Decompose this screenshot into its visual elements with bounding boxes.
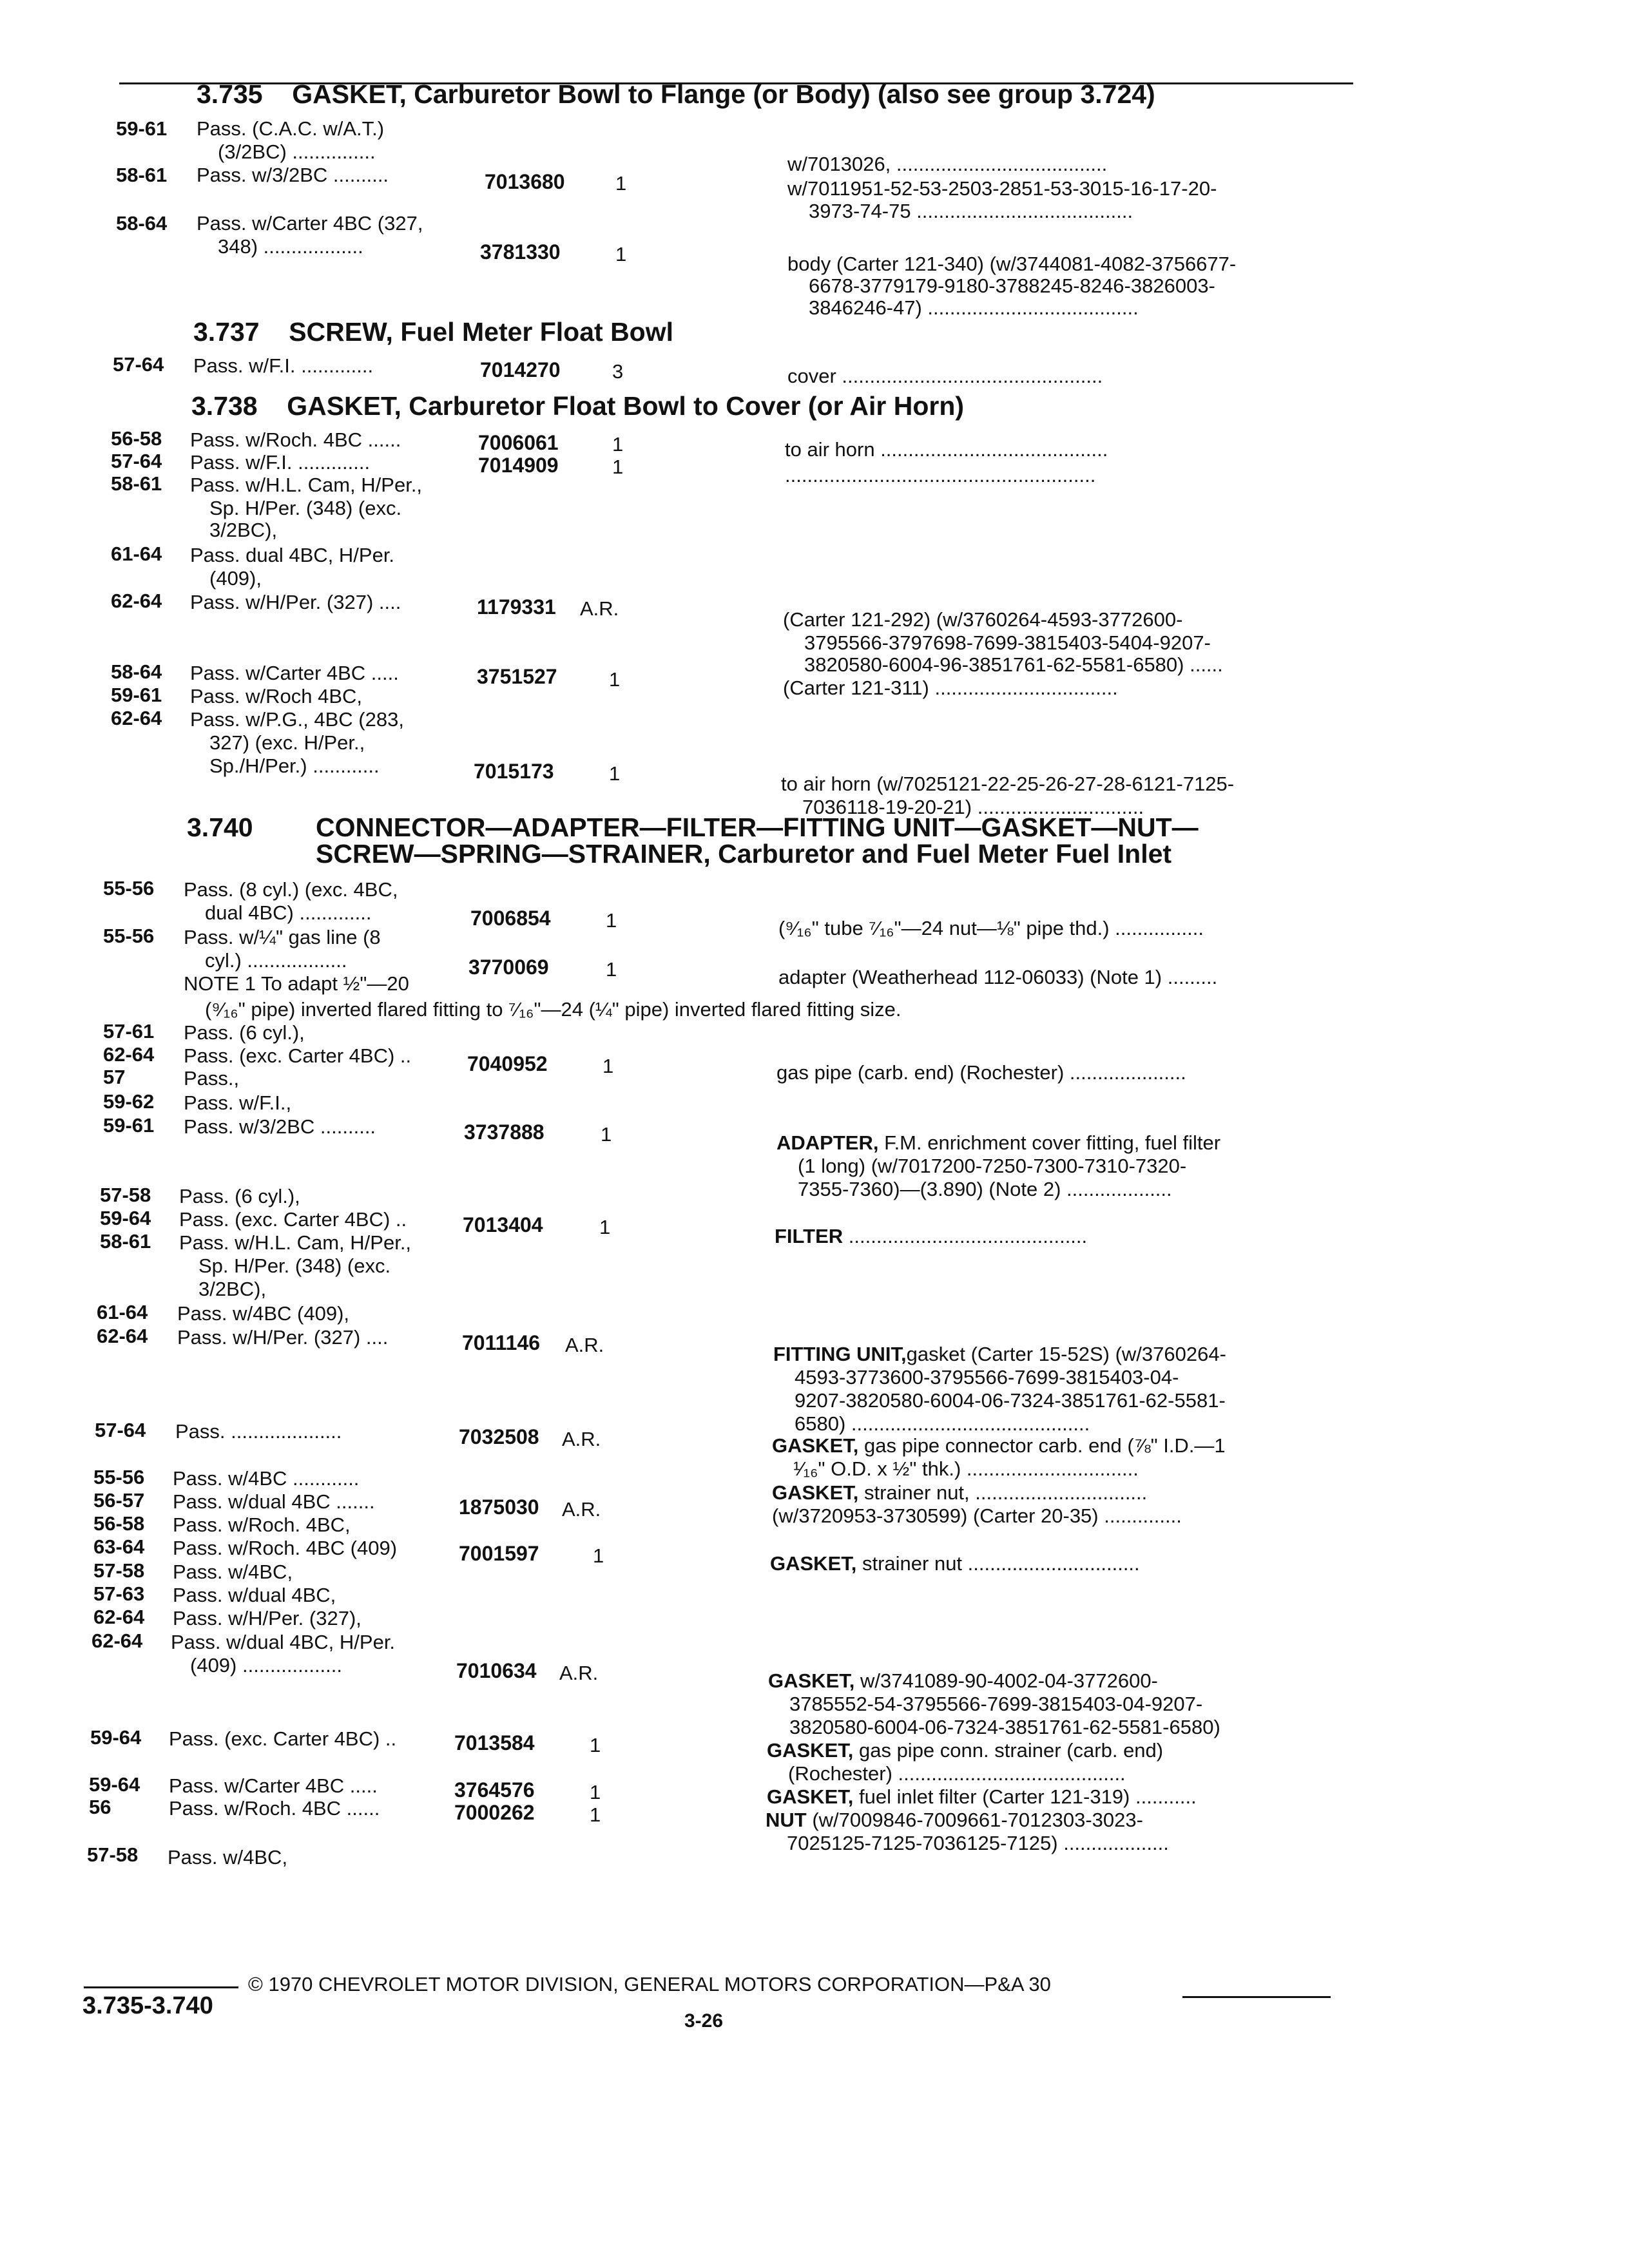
right-description: to air horn ......................................... [785, 438, 1108, 461]
year-range: 59-61 [111, 684, 162, 706]
description: Pass. (exc. Carter 4BC) .. [184, 1044, 412, 1067]
part-number: 7001597 [459, 1542, 539, 1565]
description: Pass., [184, 1067, 240, 1090]
description: (409), [209, 567, 262, 590]
quantity: 1 [606, 958, 617, 981]
right-description: (w/3720953-3730599) (Carter 20-35) .............. [772, 1504, 1182, 1527]
year-range: 58-61 [100, 1230, 151, 1253]
part-number: 7011146 [462, 1331, 541, 1354]
year-range: 62-64 [97, 1325, 148, 1347]
right-description: (Rochester) ......................................... [788, 1762, 1126, 1785]
quantity: 1 [593, 1544, 604, 1567]
description: Sp./H/Per.) ............ [209, 754, 380, 777]
part-number: 7013584 [454, 1731, 535, 1754]
section-heading-3737: 3.737 SCREW, Fuel Meter Float Bowl [193, 317, 674, 347]
right-description: 6678-3779179-9180-3788245-8246-3826003- [809, 274, 1215, 297]
year-range: 57-58 [93, 1559, 145, 1582]
quantity: A.R. [580, 597, 619, 620]
year-range: 59-61 [103, 1114, 155, 1137]
description: Pass. w/H.L. Cam, H/Per., [190, 474, 423, 496]
part-number: 7032508 [459, 1425, 539, 1448]
year-range: 57-61 [103, 1020, 155, 1043]
right-description: GASKET, strainer nut, ............................... [772, 1481, 1148, 1504]
right-description: 3973-74-75 ....................................... [809, 200, 1133, 222]
right-description: 4593-3773600-3795566-7699-3815403-04- [795, 1366, 1179, 1389]
description: Pass. w/Roch. 4BC, [173, 1514, 351, 1536]
quantity: 1 [609, 668, 621, 691]
year-range: 55-56 [103, 877, 155, 899]
section-heading-3740-number: 3.740 [187, 812, 253, 842]
part-number: 3770069 [468, 956, 549, 979]
description: Pass. w/Roch. 4BC (409) [173, 1537, 398, 1559]
right-description: to air horn (w/7025121-22-25-26-27-28-6121-7125- [781, 773, 1235, 795]
description: dual 4BC) ............. [205, 901, 372, 924]
note-1-continued: (⁹⁄₁₆" pipe) inverted flared fitting to ⁷⁄₁₆"—24 (¼" pipe) inverted flared fitting size. [205, 998, 901, 1021]
description: Pass. w/3/2BC .......... [184, 1115, 376, 1138]
description: Pass. w/4BC (409), [177, 1302, 350, 1325]
description: Pass. w/dual 4BC ....... [173, 1490, 375, 1513]
right-description: GASKET, fuel inlet filter (Carter 121-319) ........... [767, 1785, 1197, 1808]
part-number: 7006854 [470, 907, 551, 930]
quantity: 1 [612, 433, 624, 456]
section-heading-3735: 3.735 GASKET, Carburetor Bowl to Flange (or Body) (also see group 3.724) [197, 79, 1155, 109]
right-description: gas pipe (carb. end) (Rochester) ..................... [776, 1061, 1186, 1084]
year-range: 58-64 [111, 660, 162, 683]
year-range: 62-64 [93, 1606, 145, 1628]
section-range: 3.735-3.740 [82, 1992, 213, 2019]
right-description: 9207-3820580-6004-06-7324-3851761-62-5581- [795, 1389, 1226, 1412]
description: Pass. (exc. Carter 4BC) .. [179, 1208, 407, 1231]
quantity: 1 [609, 762, 621, 785]
part-number: 7040952 [467, 1052, 548, 1075]
quantity: 1 [590, 1734, 601, 1756]
description: Pass. dual 4BC, H/Per. [190, 544, 395, 566]
year-range: 62-64 [92, 1629, 143, 1652]
footer-rule-left [84, 1986, 238, 1988]
description: 327) (exc. H/Per., [209, 731, 365, 754]
quantity: A.R. [562, 1498, 601, 1521]
right-description: w/7013026, ...................................... [787, 153, 1108, 175]
right-description: GASKET, w/3741089-90-4002-04-3772600- [768, 1669, 1158, 1692]
description: Sp. H/Per. (348) (exc. [198, 1254, 391, 1277]
year-range: 57-64 [111, 450, 162, 472]
description: Pass. w/Carter 4BC (327, [197, 212, 423, 235]
right-description: 6580) ........................................... [795, 1412, 1090, 1435]
description: Sp. H/Per. (348) (exc. [209, 497, 402, 519]
quantity: 1 [615, 172, 627, 195]
description: Pass. (exc. Carter 4BC) .. [169, 1727, 397, 1750]
right-description: 3785552-54-3795566-7699-3815403-04-9207- [789, 1693, 1203, 1715]
description: Pass. (6 cyl.), [184, 1021, 305, 1044]
description: Pass. w/Carter 4BC ..... [169, 1774, 378, 1797]
part-number: 3764576 [454, 1778, 535, 1802]
year-range: 59-64 [100, 1207, 151, 1229]
description: 348) .................. [218, 235, 363, 258]
right-description: FITTING UNIT,gasket (Carter 15-52S) (w/3760264- [773, 1343, 1226, 1365]
right-description: 3820580-6004-06-7324-3851761-62-5581-6580) [789, 1716, 1220, 1738]
part-number: 7000262 [454, 1801, 535, 1824]
year-range: 58-61 [111, 472, 162, 495]
right-description: GASKET, gas pipe connector carb. end (⅞" I.D.—1 [772, 1434, 1226, 1457]
description: Pass. (C.A.C. w/A.T.) [197, 117, 385, 140]
part-number: 7010634 [456, 1659, 537, 1682]
right-description: NUT (w/7009846-7009661-7012303-3023- [766, 1809, 1143, 1831]
description: Pass. (8 cyl.) (exc. 4BC, [184, 878, 398, 901]
quantity: 1 [590, 1803, 601, 1826]
description: Pass. w/dual 4BC, H/Per. [171, 1631, 396, 1653]
section-heading-3740-title-1: CONNECTOR—ADAPTER—FILTER—FITTING UNIT—GASKET—NUT— [316, 812, 1199, 842]
part-number: 1875030 [459, 1495, 539, 1519]
year-range: 59-64 [89, 1773, 140, 1796]
description: Pass. .................... [175, 1420, 342, 1443]
right-description: 3795566-3797698-7699-3815403-5404-9207- [804, 631, 1211, 654]
part-number: 7013404 [463, 1213, 543, 1236]
description: Pass. w/3/2BC .......... [197, 164, 389, 186]
right-description: adapter (Weatherhead 112-06033) (Note 1) ......... [778, 966, 1218, 988]
year-range: 59-62 [103, 1090, 155, 1113]
part-number: 3737888 [464, 1120, 545, 1144]
quantity: 1 [615, 243, 627, 265]
quantity: 1 [601, 1123, 612, 1146]
description: (3/2BC) ............... [218, 140, 376, 163]
part-number: 3751527 [477, 665, 557, 688]
right-description: 7025125-7125-7036125-7125) ................... [787, 1832, 1169, 1854]
right-description: (Carter 121-311) ................................. [783, 677, 1118, 699]
part-number: 7013680 [485, 170, 565, 193]
year-range: 56 [89, 1796, 111, 1818]
right-description: 7355-7360)—(3.890) (Note 2) ................... [798, 1178, 1172, 1200]
year-range: 57-63 [93, 1582, 145, 1605]
year-range: 56-57 [93, 1489, 145, 1512]
description: Pass. (6 cyl.), [179, 1185, 300, 1207]
year-range: 56-58 [111, 427, 162, 450]
right-description: cover ............................................... [787, 365, 1103, 387]
right-description: w/7011951-52-53-2503-2851-53-3015-16-17-20- [787, 177, 1217, 200]
right-description: 3846246-47) ...................................... [809, 296, 1139, 319]
year-range: 58-61 [116, 164, 168, 186]
description: Pass. w/H/Per. (327) .... [177, 1326, 389, 1349]
quantity: A.R. [565, 1334, 604, 1356]
description: Pass. w/dual 4BC, [173, 1584, 336, 1606]
year-range: 61-64 [97, 1301, 148, 1323]
description: Pass. w/H/Per. (327), [173, 1607, 361, 1629]
description: Pass. w/H/Per. (327) .... [190, 591, 401, 613]
year-range: 57-64 [113, 353, 164, 376]
description: Pass. w/Roch 4BC, [190, 685, 363, 707]
note-1: NOTE 1 To adapt ½"—20 [184, 972, 409, 995]
year-range: 59-61 [116, 117, 168, 140]
year-range: 57-58 [87, 1843, 139, 1866]
quantity: A.R. [562, 1428, 601, 1450]
right-description: body (Carter 121-340) (w/3744081-4082-3756677- [787, 253, 1237, 275]
right-description: (Carter 121-292) (w/3760264-4593-3772600- [783, 608, 1183, 631]
description: Pass. w/¼" gas line (8 [184, 926, 381, 948]
part-number: 1179331 [477, 595, 556, 619]
quantity: 1 [612, 456, 624, 478]
year-range: 58-64 [116, 212, 168, 235]
section-heading-3740-title-2: SCREW—SPRING—STRAINER, Carburetor and Fuel Meter Fuel Inlet [316, 839, 1172, 869]
part-number: 7014270 [480, 358, 561, 381]
right-description: 7036118-19-20-21) .............................. [802, 796, 1144, 818]
description: Pass. w/4BC, [168, 1846, 288, 1869]
quantity: A.R. [559, 1662, 599, 1684]
description: Pass. w/4BC ............ [173, 1467, 360, 1490]
year-range: 57-64 [95, 1419, 146, 1441]
description: Pass. w/H.L. Cam, H/Per., [179, 1231, 412, 1254]
description: Pass. w/F.I. ............. [190, 451, 371, 474]
year-range: 55-56 [103, 925, 155, 947]
description: 3/2BC), [198, 1278, 267, 1300]
right-description: ¹⁄₁₆" O.D. x ½" thk.) ............................... [793, 1457, 1139, 1480]
description: Pass. w/Roch. 4BC ...... [169, 1797, 380, 1820]
right-description: GASKET, gas pipe conn. strainer (carb. end) [767, 1739, 1164, 1762]
description: Pass. w/Carter 4BC ..... [190, 662, 399, 684]
right-description: 3820580-6004-96-3851761-62-5581-6580) ...... [804, 653, 1223, 676]
right-description: ........................................................ [785, 464, 1096, 486]
part-number: 7015173 [474, 760, 554, 783]
year-range: 62-64 [111, 707, 162, 729]
year-range: 61-64 [111, 543, 162, 565]
year-range: 59-64 [90, 1726, 142, 1749]
description: Pass. w/4BC, [173, 1561, 293, 1583]
part-number: 7014909 [478, 454, 559, 477]
right-description: GASKET, strainer nut ............................... [770, 1552, 1140, 1575]
year-range: 63-64 [93, 1535, 145, 1558]
right-description: (1 long) (w/7017200-7250-7300-7310-7320- [798, 1155, 1187, 1177]
description: Pass. w/P.G., 4BC (283, [190, 708, 404, 731]
description: Pass. w/F.I. ............. [193, 354, 374, 377]
right-description: (⁹⁄₁₆" tube ⁷⁄₁₆"—24 nut—⅛" pipe thd.) ................ [778, 917, 1204, 939]
year-range: 55-56 [93, 1466, 145, 1488]
quantity: 3 [612, 360, 624, 383]
right-description: FILTER ........................................... [775, 1225, 1088, 1247]
quantity: 1 [599, 1216, 611, 1238]
description: 3/2BC), [209, 519, 278, 541]
year-range: 56-58 [93, 1512, 145, 1535]
description: Pass. w/Roch. 4BC ...... [190, 428, 401, 451]
quantity: 1 [590, 1781, 601, 1803]
section-heading-3738: 3.738 GASKET, Carburetor Float Bowl to Cover (or Air Horn) [191, 391, 965, 421]
year-range: 62-64 [111, 590, 162, 612]
right-description: ADAPTER, F.M. enrichment cover fitting, fuel filter [776, 1131, 1221, 1154]
year-range: 62-64 [103, 1043, 155, 1066]
quantity: 1 [602, 1055, 614, 1077]
copyright-line: © 1970 CHEVROLET MOTOR DIVISION, GENERAL MOTORS CORPORATION—P&A 30 [248, 1973, 1051, 1995]
part-number: 3781330 [480, 240, 561, 264]
description: cyl.) .................. [205, 949, 347, 972]
quantity: 1 [606, 909, 617, 932]
description: (409) .................. [190, 1654, 343, 1677]
part-number: 7006061 [478, 431, 559, 454]
year-range: 57 [103, 1066, 126, 1088]
footer-rule-right [1182, 1996, 1331, 1998]
page-number: 3-26 [684, 2010, 724, 2032]
description: Pass. w/F.I., [184, 1091, 292, 1114]
year-range: 57-58 [100, 1184, 151, 1206]
